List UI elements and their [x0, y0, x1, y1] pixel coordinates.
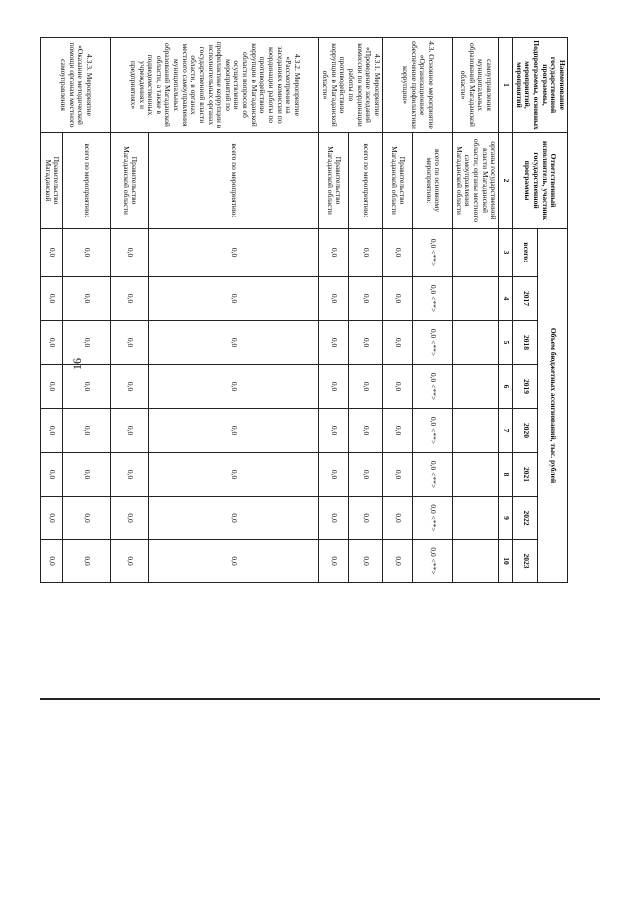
row-value: 0,0 — [349, 409, 383, 453]
row-value: 0,0 — [383, 321, 413, 365]
row-executor: всего по основному мероприятию: — [413, 133, 453, 229]
row-value: 0,0 — [111, 540, 149, 583]
row-value: 0,0 — [349, 321, 383, 365]
row-name: 4.3.3. Мероприятие «Оказание методической помощи органам местного самоуправления — [41, 38, 111, 133]
row-value — [453, 409, 499, 453]
row-value: 0,0 — [319, 321, 349, 365]
header-year: 2023 — [513, 540, 538, 583]
table-row — [453, 38, 499, 583]
column-number: 7 — [499, 409, 513, 453]
budget-table — [40, 37, 568, 583]
row-value: 0,0 — [319, 277, 349, 321]
row-value: 0,0 — [41, 277, 63, 321]
row-value: 0,0 — [63, 277, 111, 321]
row-value: 0,0 — [41, 365, 63, 409]
row-value — [453, 540, 499, 583]
column-number: 10 — [499, 540, 513, 583]
row-value: 0,0 — [149, 453, 319, 497]
row-value: 0,0 — [149, 277, 319, 321]
row-value: 0,0 <**> — [413, 365, 453, 409]
row-name: 4.3. Основное мероприятие «Организационное обеспечение профилактики коррупции» — [383, 38, 453, 133]
row-name: самоуправления муниципальных образований Магаданской области» — [453, 38, 499, 133]
row-value: 0,0 — [383, 365, 413, 409]
header-name-col: Наименование государственной программы, Подпрограммы, основных мероприятий, мероприятий — [513, 38, 568, 133]
column-number: 2 — [499, 133, 513, 229]
header-budget-group: Объем бюджетных ассигнований, тыс. рублей — [538, 229, 568, 583]
row-value: 0,0 — [319, 365, 349, 409]
row-value: 0,0 — [63, 229, 111, 277]
budget-table-rotated — [43, 37, 568, 582]
row-value: 0,0 <**> — [413, 277, 453, 321]
row-value: 0,0 — [349, 229, 383, 277]
row-value: 0,0 <**> — [413, 453, 453, 497]
scan-edge-line — [40, 698, 600, 700]
row-value: 0,0 — [349, 453, 383, 497]
row-executor: всего по мероприятию: — [349, 133, 383, 229]
column-number: 9 — [499, 497, 513, 540]
row-value: 0,0 — [41, 409, 63, 453]
row-executor: Правительство Магаданской области — [111, 133, 149, 229]
row-value — [453, 277, 499, 321]
row-value: 0,0 — [149, 229, 319, 277]
row-value: 0,0 — [319, 497, 349, 540]
row-value: 0,0 — [383, 409, 413, 453]
row-value: 0,0 — [149, 365, 319, 409]
table-row — [349, 38, 383, 583]
row-value — [453, 453, 499, 497]
row-value: 0,0 — [41, 321, 63, 365]
row-value: 0,0 — [111, 365, 149, 409]
row-value — [453, 229, 499, 277]
row-value: 0,0 — [111, 497, 149, 540]
row-value: 0,0 — [149, 409, 319, 453]
column-number: 6 — [499, 365, 513, 409]
row-value: 0,0 — [63, 540, 111, 583]
row-value: 0,0 <**> — [413, 497, 453, 540]
column-number: 8 — [499, 453, 513, 497]
row-value: 0,0 — [149, 321, 319, 365]
row-value: 0,0 — [319, 540, 349, 583]
row-value: 0,0 — [149, 540, 319, 583]
row-value: 0,0 — [63, 497, 111, 540]
row-value — [453, 365, 499, 409]
row-value: 0,0 — [349, 497, 383, 540]
row-value: 0,0 — [63, 321, 111, 365]
row-value: 0,0 — [319, 409, 349, 453]
row-value: 0,0 — [349, 277, 383, 321]
row-value: 0,0 — [349, 365, 383, 409]
row-value: 0,0 — [111, 321, 149, 365]
table-row — [413, 38, 453, 583]
row-executor: Правительство Магаданской — [41, 133, 63, 229]
header-year: 2020 — [513, 409, 538, 453]
row-value: 0,0 — [383, 229, 413, 277]
row-value: 0,0 — [41, 540, 63, 583]
header-year: 2021 — [513, 453, 538, 497]
row-value: 0,0 — [349, 540, 383, 583]
row-value: 0,0 — [383, 453, 413, 497]
header-year: 2022 — [513, 497, 538, 540]
row-value — [453, 321, 499, 365]
row-value: 0,0 <**> — [413, 321, 453, 365]
row-value: 0,0 — [63, 365, 111, 409]
column-number: 1 — [499, 38, 513, 133]
header-year: 2017 — [513, 277, 538, 321]
row-executor: всего по мероприятию: — [149, 133, 319, 229]
row-value: 0,0 — [149, 497, 319, 540]
column-number: 3 — [499, 229, 513, 277]
header-year: 2018 — [513, 321, 538, 365]
header-year: 2019 — [513, 365, 538, 409]
row-value: 0,0 — [111, 453, 149, 497]
row-value: 0,0 — [383, 277, 413, 321]
table-row — [149, 38, 319, 583]
row-value: 0,0 — [63, 409, 111, 453]
header-executor-col: Ответственный исполнитель, участник государственной программы — [513, 133, 568, 229]
row-executor: всего по мероприятию: — [63, 133, 111, 229]
row-value: 0,0 — [111, 409, 149, 453]
column-number: 5 — [499, 321, 513, 365]
row-value: 0,0 — [319, 229, 349, 277]
row-value: 0,0 <**> — [413, 540, 453, 583]
row-executor: Правительство Магаданской области — [383, 133, 413, 229]
row-executor: Правительство Магаданской области — [319, 133, 349, 229]
table-row — [63, 38, 111, 583]
row-value: 0,0 — [63, 453, 111, 497]
row-value: 0,0 — [383, 540, 413, 583]
column-number: 4 — [499, 277, 513, 321]
row-value: 0,0 — [111, 229, 149, 277]
row-value: 0,0 — [41, 453, 63, 497]
row-name: 4.3.1. Мероприятие «Проведение заседаний комиссии по координации работы по противодействию коррупции в Магаданской области» — [319, 38, 383, 133]
row-name: 4.3.2. Мероприятие «Рассмотрение на заседаниях комиссии по координации работы по противодействию коррупции в Магаданской области вопросов об осуществлении мероприятий по профилактике коррупции в исполнительных органах государственной власти области, в органах местного самоуправления муниципальных образований Магаданской области, а также в подведомственных учреждениях и предприятиях» — [111, 38, 319, 133]
row-executor: органы государственной власти Магаданской области; органы местного самоуправления Магаданской области — [453, 133, 499, 229]
row-value: 0,0 — [41, 497, 63, 540]
header-total: всего: — [513, 229, 538, 277]
row-value — [453, 497, 499, 540]
table-body — [41, 38, 499, 583]
row-value: 0,0 — [383, 497, 413, 540]
row-value: 0,0 <**> — [413, 409, 453, 453]
row-value: 0,0 — [41, 229, 63, 277]
page-number: 16 — [70, 358, 84, 370]
row-value: 0,0 — [111, 277, 149, 321]
row-value: 0,0 — [319, 453, 349, 497]
row-value: 0,0 <**> — [413, 229, 453, 277]
